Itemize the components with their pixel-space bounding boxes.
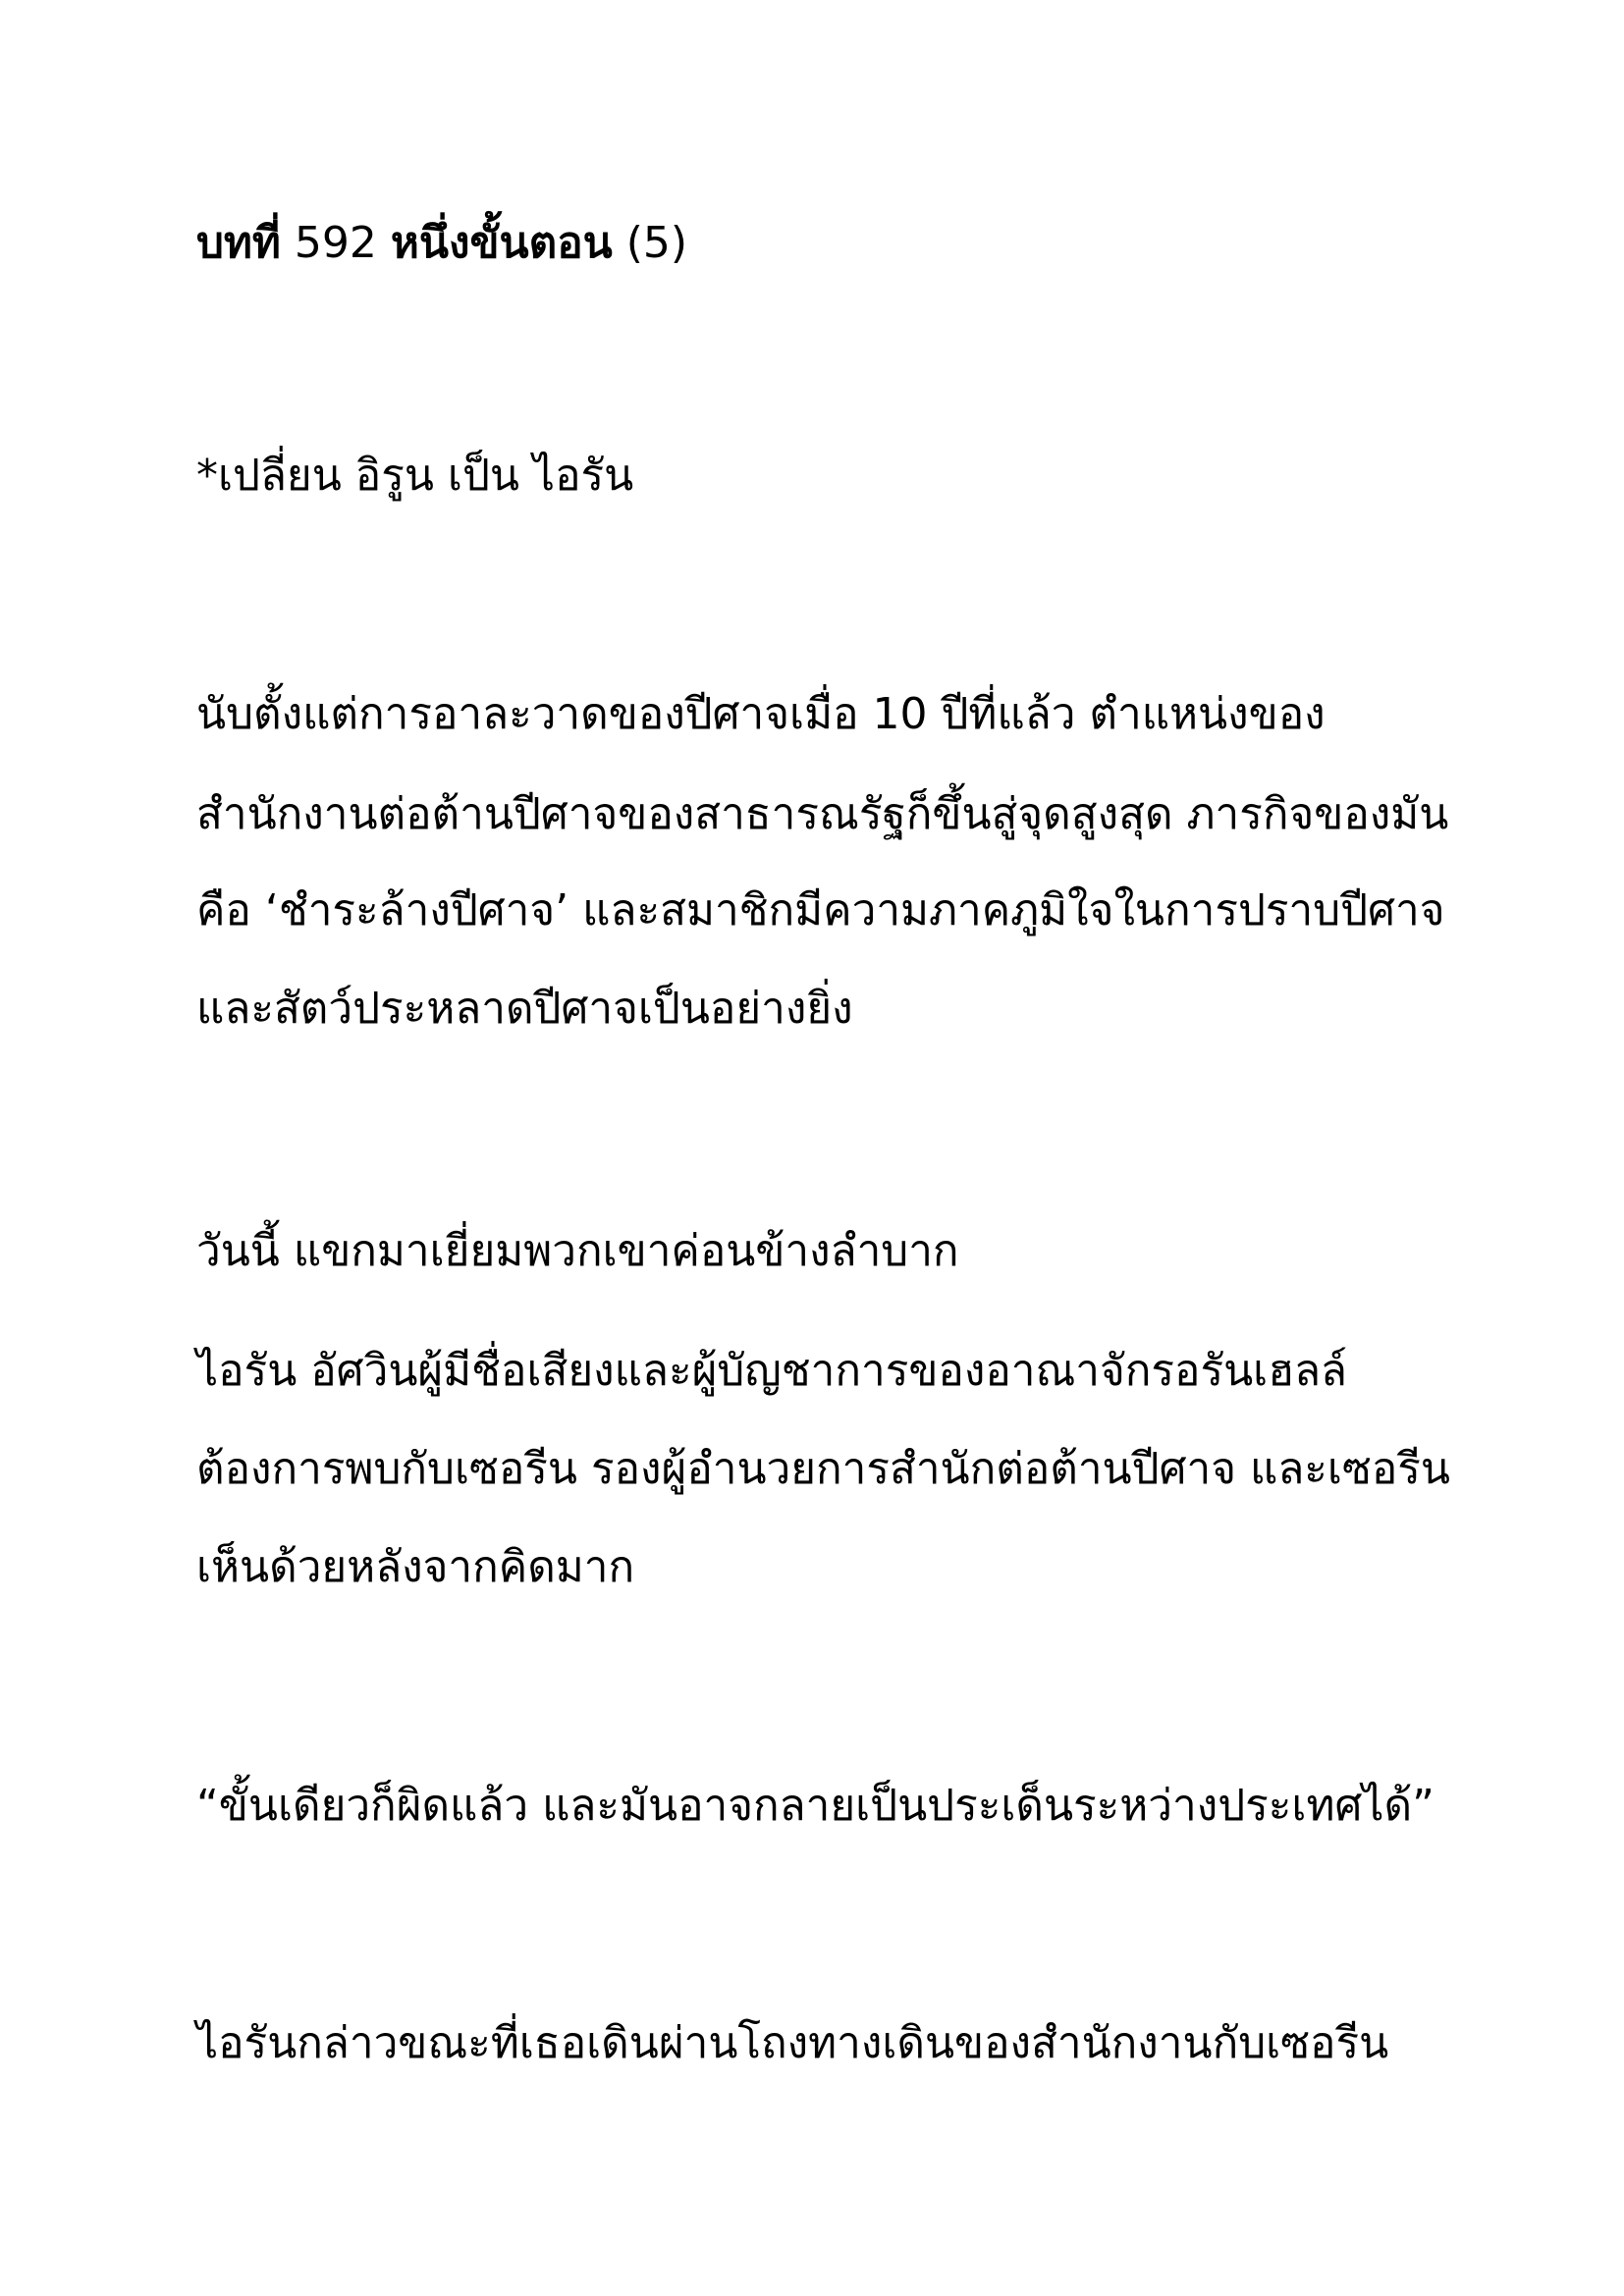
paragraph-1-line-2: สำนักงานต่อต้านปีศาจของสาธารณรัฐก็ขึ้นสู่จุดสูงสุด ภารกิจของมัน xyxy=(196,789,1449,839)
chapter-number: 592 xyxy=(280,218,391,268)
paragraph-2: วันนี้ แขกมาเยี่ยมพวกเขาค่อนข้างลำบาก xyxy=(196,1226,959,1276)
chapter-name: หนึ่งขั้นตอน xyxy=(390,218,613,268)
paragraph-3-line-3: เห็นด้วยหลังจากคิดมาก xyxy=(196,1542,635,1592)
paragraph-1-line-4: และสัตว์ประหลาดปีศาจเป็นอย่างยิ่ง xyxy=(196,984,853,1034)
chapter-part: (5) xyxy=(612,218,688,268)
paragraph-1-line-3: คือ ‘ชำระล้างปีศาจ’ และสมาชิกมีความภาคภูมิใจในการปราบปีศาจ xyxy=(196,885,1445,935)
paragraph-3-line-2: ต้องการพบกับเซอรีน รองผู้อำนวยการสำนักต่อต้านปีศาจ และเซอรีน xyxy=(196,1444,1450,1494)
dialogue-quote: “ขั้นเดียวก็ผิดแล้ว และมันอาจกลายเป็นประเด็นระหว่างประเทศได้” xyxy=(196,1781,1435,1831)
paragraph-3-line-1: ไอรัน อัศวินผู้มีชื่อเสียงและผู้บัญชาการของอาณาจักรอรันเฮลล์ xyxy=(196,1346,1347,1396)
paragraph-1-line-1: นับตั้งแต่การอาละวาดของปีศาจเมื่อ 10 ปีที่แล้ว ตำแหน่งของ xyxy=(196,689,1326,739)
chapter-title xyxy=(196,214,1473,273)
chapter-title-word: บทที่ xyxy=(196,218,281,268)
paragraph-4: ไอรันกล่าวขณะที่เธอเดินผ่านโถงทางเดินของสำนักงานกับเซอรีน xyxy=(196,2018,1389,2068)
translator-note: *เปลี่ยน อิรูน เป็น ไอรัน xyxy=(196,451,634,501)
